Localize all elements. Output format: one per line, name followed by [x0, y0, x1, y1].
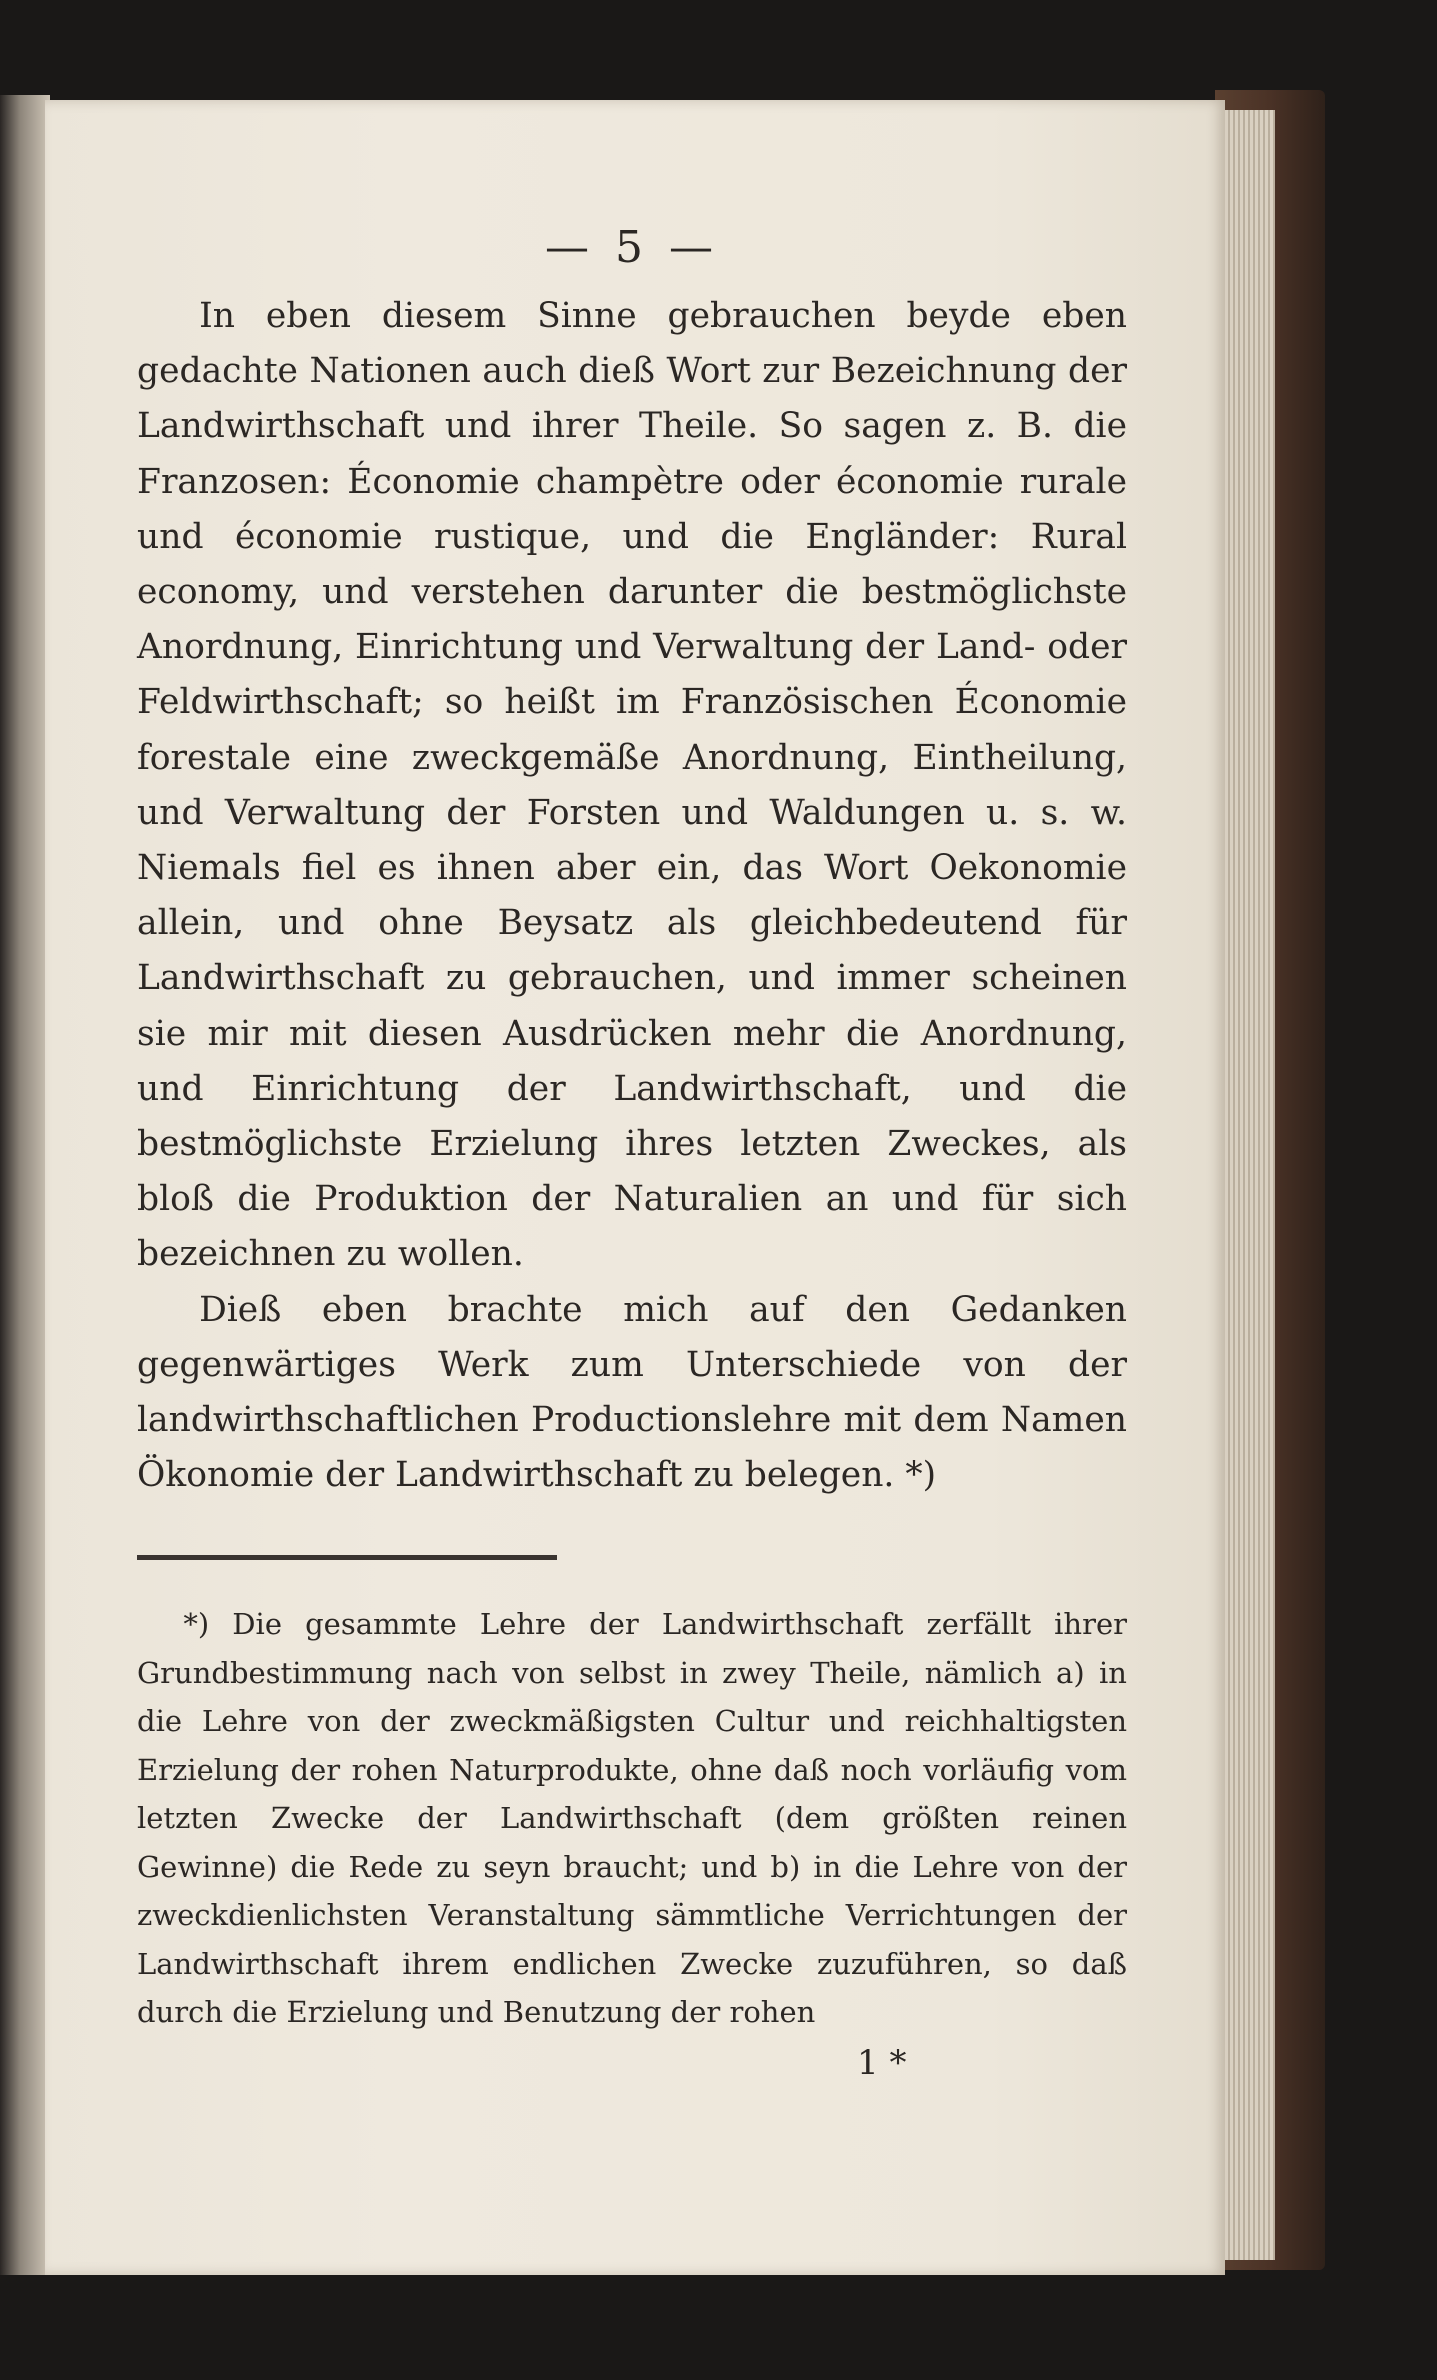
page-stack-edge: [1220, 110, 1275, 2260]
facing-page-edge: [0, 95, 50, 2275]
book-page: [45, 100, 1225, 2275]
footnote: [137, 1600, 1127, 2037]
footnote-divider: [137, 1555, 557, 1560]
main-text: [137, 289, 1127, 1503]
signature-mark: 1 *: [857, 2042, 907, 2083]
paragraph-2: Dieß eben brachte mich auf den Gedanken gegenwärtiges Werk zum Unterschiede von der landwirthschaftlichen Productionslehre mit dem Namen Ökonomie der Landwirthschaft zu belegen. *): [137, 1289, 1127, 1496]
footnote-text: *) Die gesammte Lehre der Landwirthschaft zerfällt ihrer Grundbestimmung nach von selbst in zwey Theile, nämlich a) in die Lehre von der zweckmäßigsten Cultur und reichhaltigsten Erzielung der rohen Naturprodukte, ohne daß noch vorläufig vom letzten Zwecke der Landwirthschaft (dem größten reinen Gewinne) die Rede zu seyn braucht; und b) in die Lehre von der zweckdienlichsten Veranstaltung sämmtliche Verrichtungen der Landwirthschaft ihrem endlichen Zwecke zuzuführen, so daß durch die Erzielung und Benutzung der rohen: [137, 1607, 1127, 2030]
paragraph-1: In eben diesem Sinne gebrauchen beyde eben gedachte Nationen auch dieß Wort zur Bezeichnung der Landwirthschaft und ihrer Theile. So sagen z. B. die Franzosen: Économie champètre oder économie rurale und économie rustique, und die Engländer: Rural economy, und verstehen darunter die bestmöglichste Anordnung, Einrichtung und Verwaltung der Land- oder Feldwirthschaft; so heißt im Französischen Économie forestale eine zweckgemäße Anordnung, Eintheilung, und Verwaltung der Forsten und Waldungen u. s. w. Niemals fiel es ihnen aber ein, das Wort Oekonomie allein, und ohne Beysatz als gleichbedeutend für Landwirthschaft zu gebrauchen, und immer scheinen sie mir mit diesen Ausdrücken mehr die Anordnung, und Einrichtung der Landwirthschaft, und die bestmöglichste Erzielung ihres letzten Zweckes, als bloß die Produktion der Naturalien an und für sich bezeichnen zu wollen.: [137, 296, 1127, 1275]
page-number: — 5 —: [545, 222, 719, 273]
text-block: [137, 222, 1127, 2083]
